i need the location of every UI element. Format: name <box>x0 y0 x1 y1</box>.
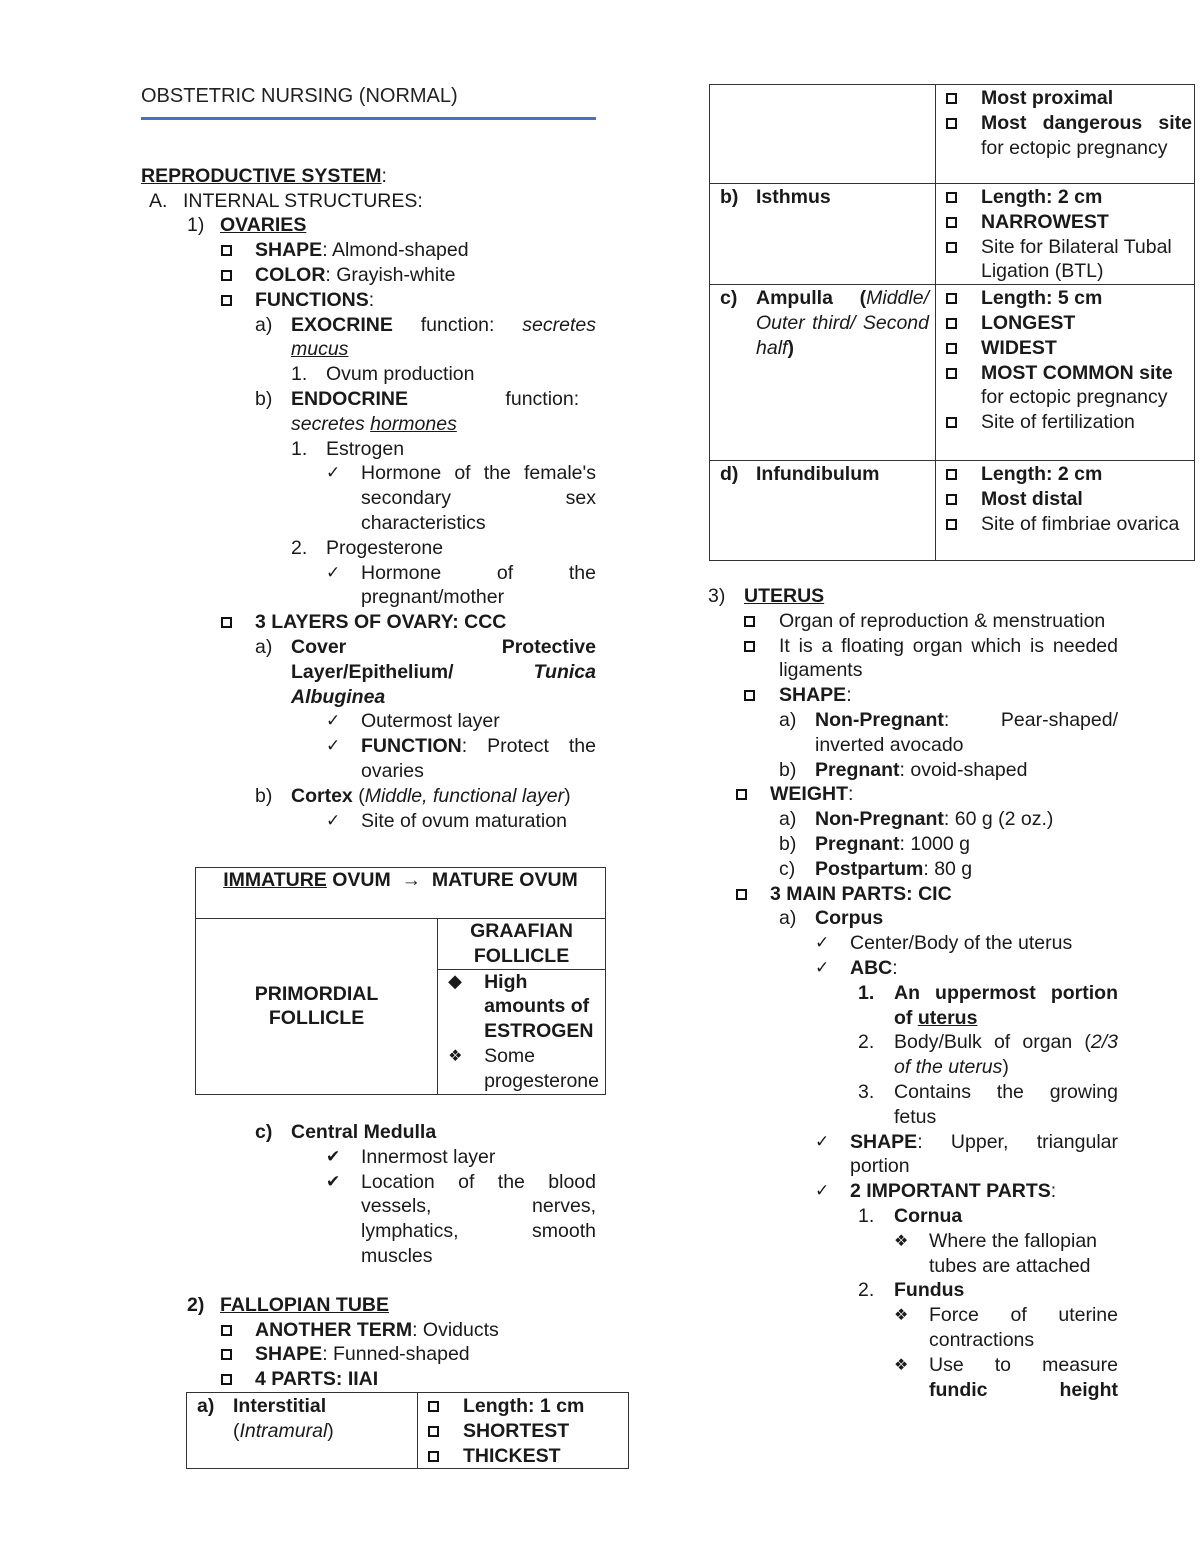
checkbox-icon <box>428 1401 439 1412</box>
graafian-details-cell <box>438 969 606 1094</box>
checkbox-icon <box>221 1349 232 1360</box>
ovaries-shape: SHAPE: Almond-shaped <box>221 238 596 263</box>
corpus-important-parts: ✓ 2 IMPORTANT PARTS: <box>815 1180 1057 1203</box>
section-a: A. INTERNAL STRUCTURES: <box>149 189 423 212</box>
fallopian-heading: 2) FALLOPIAN TUBE <box>187 1293 389 1316</box>
medulla-item: c) Central Medulla <box>255 1121 437 1143</box>
graafian-point-2: ❖ Some progesterone <box>448 1044 599 1092</box>
abc-2: 2. Body/Bulk of organ (2/3 of the uterus) <box>858 1031 1118 1079</box>
corpus-item: a) Corpus <box>779 907 884 930</box>
fallopian-parts: 4 PARTS: IIAI <box>221 1367 596 1392</box>
ampulla-name-cell: c) Ampulla (Middle/ Outer third/ Second half) <box>710 285 936 461</box>
infundibulum-name-cell: d) Infundibulum <box>710 461 936 561</box>
ovaries-heading: 1) OVARIES <box>187 214 307 237</box>
weight-nonpregnant: a) Non-Pregnant: 60 g (2 oz.) <box>779 808 1054 831</box>
interstitial-name-cell: a) Interstitial (Intramural) <box>187 1393 418 1469</box>
cover-desc-1: ✓ Outermost layer <box>326 710 500 733</box>
ovum-table-header: IMMATURE OVUM → MATURE OVUM <box>196 868 606 919</box>
exocrine-sub: 1. Ovum production <box>291 363 475 386</box>
exocrine-item: a) EXOCRINE function: secretes mucus <box>255 313 596 361</box>
checkbox-icon <box>946 217 957 228</box>
checkbox-icon <box>946 519 957 530</box>
ovaries-color: COLOR: Grayish-white <box>221 263 596 288</box>
progesterone-item: 2. Progesterone <box>291 536 444 559</box>
weight-postpartum: c) Postpartum: 80 g <box>779 857 973 880</box>
checkbox-icon <box>946 469 957 480</box>
check-icon: ✓ <box>326 463 341 484</box>
checkbox-icon <box>428 1451 439 1462</box>
checkbox-icon <box>736 789 747 800</box>
estrogen-desc: ✓ Hormone of the female's secondary sex characteristics <box>326 462 596 534</box>
left-column-lower <box>141 1120 596 1392</box>
cover-desc-2: ✓ FUNCTION: Protect the ovaries <box>326 735 596 782</box>
checkbox-icon <box>221 245 232 256</box>
checkbox-icon <box>428 1426 439 1437</box>
check-icon: ✓ <box>815 1131 830 1152</box>
continued-name-cell <box>710 85 936 184</box>
checkbox-icon <box>221 1374 232 1385</box>
four-diamond-icon: ❖ <box>894 1305 909 1325</box>
checkbox-icon <box>946 118 957 129</box>
uterus-heading: 3) UTERUS <box>708 585 825 607</box>
ovaries-functions: FUNCTIONS: <box>221 288 596 313</box>
check-icon: ✔ <box>326 1146 341 1167</box>
checkbox-icon <box>946 417 957 428</box>
interstitial-details-cell: Length: 1 cm SHORTEST THICKEST <box>418 1393 629 1469</box>
check-icon: ✓ <box>815 933 830 954</box>
check-icon: ✓ <box>326 810 341 831</box>
check-icon: ✔ <box>326 1171 341 1192</box>
arrow-right-icon: → <box>401 869 422 891</box>
progesterone-desc: ✓ Hormone of the pregnant/mother <box>326 561 596 609</box>
graafian-point-1: ◆ High amounts of ESTROGEN <box>448 970 594 1043</box>
checkbox-icon <box>744 641 755 652</box>
abc-1: 1. An uppermost portion of uterus <box>858 981 1118 1029</box>
fundus-desc-1: ❖ Force of uterine contractions <box>894 1304 1118 1351</box>
fallopian-parts-table <box>709 84 1195 561</box>
uterus-point-1: Organ of reproduction & menstruation <box>744 609 1118 634</box>
cornua-desc: ❖ Where the fallopian tubes are attached <box>894 1229 1098 1277</box>
uterus-weight: WEIGHT: <box>736 782 1118 807</box>
check-icon: ✓ <box>815 1181 830 1202</box>
infundibulum-details-cell: Length: 2 cm Most distal Site of fimbriae ovarica <box>936 461 1195 561</box>
cortex-desc: ✓ Site of ovum maturation <box>326 809 567 832</box>
fallopian-shape: SHAPE: Funned-shaped <box>221 1342 596 1367</box>
uterus-shape-nonpregnant: a) Non-Pregnant: Pear-shaped/ inverted avocado <box>779 708 1118 756</box>
fundus-item: 2. Fundus <box>858 1279 965 1302</box>
four-diamond-icon: ❖ <box>448 1045 463 1065</box>
check-icon: ✓ <box>326 711 341 732</box>
checkbox-icon <box>946 318 957 329</box>
uterus-point-2: It is a floating organ which is needed ligaments <box>744 634 1118 684</box>
diamond-icon: ◆ <box>448 970 462 992</box>
checkbox-icon <box>946 293 957 304</box>
four-diamond-icon: ❖ <box>894 1230 909 1250</box>
check-icon: ✓ <box>326 562 341 583</box>
estrogen-item: 1. Estrogen <box>291 437 405 460</box>
uterus-shape-pregnant: b) Pregnant: ovoid-shaped <box>779 758 1028 781</box>
isthmus-name-cell: b) Isthmus <box>710 184 936 285</box>
uterus-section <box>708 584 1118 1402</box>
uterus-main-parts: 3 MAIN PARTS: CIC <box>736 882 1118 907</box>
corpus-shape: ✓ SHAPE: Upper, triangular portion <box>815 1130 1118 1178</box>
medulla-desc-1: ✔ Innermost layer <box>326 1145 496 1168</box>
fallopian-another-term: ANOTHER TERM: Oviducts <box>221 1318 596 1343</box>
cover-item: a) Cover Protective Layer/Epithelium/ Tunica Albuginea <box>255 635 596 708</box>
abc-3: 3. Contains the growing fetus <box>858 1080 1118 1128</box>
uterus-shape: SHAPE: <box>744 683 1118 708</box>
graafian-follicle-cell: GRAAFIAN FOLLICLE <box>438 919 606 970</box>
checkbox-icon <box>221 295 232 306</box>
weight-pregnant: b) Pregnant: 1000 g <box>779 832 970 855</box>
checkbox-icon <box>946 93 957 104</box>
document-title: OBSTETRIC NURSING (NORMAL) <box>141 85 458 107</box>
check-icon: ✓ <box>815 957 830 978</box>
checkbox-icon <box>946 343 957 354</box>
ampulla-details-cell: Length: 5 cm LONGEST WIDEST MOST COMMON site for ectopic pregnancy Site of fertilization <box>936 285 1195 461</box>
cornua-item: 1. Cornua <box>858 1204 963 1227</box>
ovum-maturation-table <box>195 867 606 1095</box>
checkbox-icon <box>946 242 957 253</box>
checkbox-icon <box>744 690 755 701</box>
cortex-item: b) Cortex (Middle, functional layer) <box>255 784 571 807</box>
checkbox-icon <box>221 270 232 281</box>
checkbox-icon <box>946 368 957 379</box>
checkbox-icon <box>221 617 232 628</box>
interstitial-table <box>186 1392 629 1469</box>
check-icon: ✓ <box>326 736 341 757</box>
corpus-desc: ✓ Center/Body of the uterus <box>815 932 1073 955</box>
checkbox-icon <box>736 889 747 900</box>
corpus-abc: ✓ ABC: <box>815 956 898 979</box>
four-diamond-icon: ❖ <box>894 1354 909 1374</box>
endocrine-item: b) ENDOCRINE function: secretes hormones <box>255 387 580 435</box>
checkbox-icon <box>744 616 755 627</box>
checkbox-icon <box>946 192 957 203</box>
checkbox-icon <box>221 1325 232 1336</box>
interstitial-continued-cell: Most proximal Most dangerous site for ectopic pregnancy <box>936 85 1195 184</box>
medulla-desc-2: ✔ Location of the blood vessels, nerves, lymphatics, smooth muscles <box>326 1170 596 1267</box>
left-column <box>141 84 596 833</box>
primordial-follicle-cell: PRIMORDIAL FOLLICLE <box>196 919 438 1095</box>
isthmus-details-cell: Length: 2 cm NARROWEST Site for Bilateral Tubal Ligation (BTL) <box>936 184 1195 285</box>
checkbox-icon <box>946 494 957 505</box>
layers-heading: 3 LAYERS OF OVARY: CCC <box>221 610 596 635</box>
section-heading: REPRODUCTIVE SYSTEM: <box>141 164 387 187</box>
fundus-desc-2: ❖ Use to measure fundic height <box>894 1353 1118 1401</box>
